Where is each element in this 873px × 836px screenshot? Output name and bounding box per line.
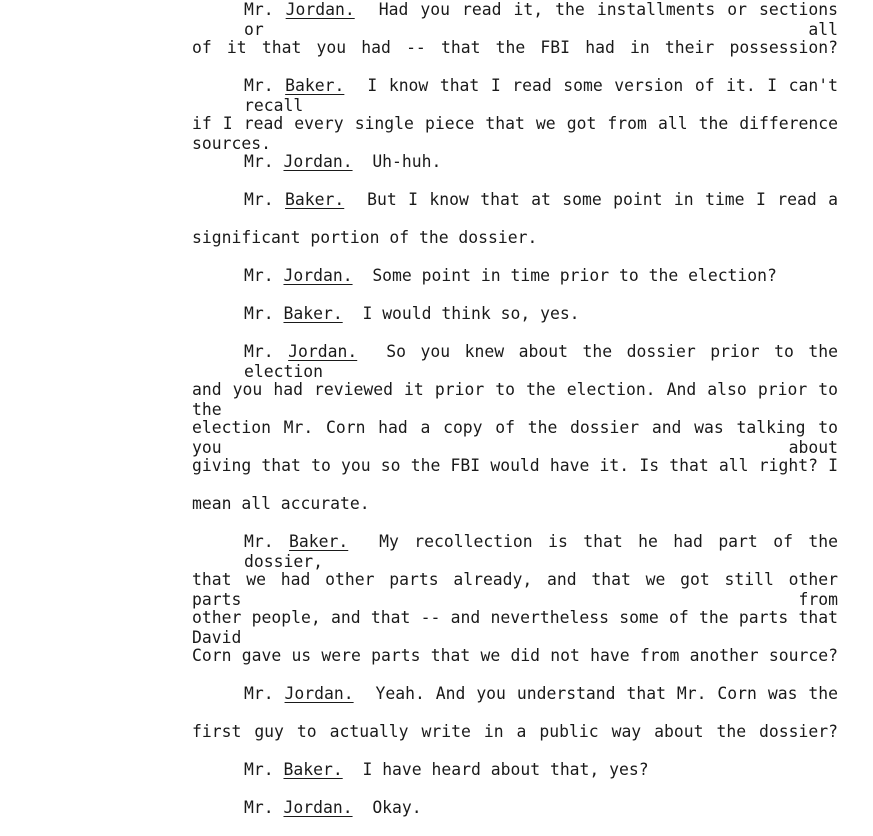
line-text: that we had other parts already, and that we got still other parts from — [192, 570, 838, 609]
speaker-title: Mr. — [244, 266, 274, 285]
speaker-title: Mr. — [244, 0, 274, 19]
line-text: election Mr. Corn had a copy of the dossier and was talking to you about — [192, 418, 838, 457]
transcript-line — [192, 760, 838, 798]
speaker-title: Mr. — [244, 760, 274, 779]
transcript-line — [192, 0, 838, 38]
speaker-title: Mr. — [244, 798, 274, 817]
speaker-name: Baker. — [283, 760, 343, 779]
speaker-title: Mr. — [244, 304, 274, 323]
transcript-line — [192, 152, 838, 190]
line-text: significant portion of the dossier. — [192, 228, 538, 247]
transcript-line — [192, 418, 838, 456]
transcript-line — [192, 456, 838, 494]
transcript-line — [192, 722, 838, 760]
transcript-line — [192, 646, 838, 684]
transcript-line — [192, 114, 838, 152]
line-text: Had you read it, the installments or sections or all — [244, 0, 838, 39]
line-text: if I read every single piece that we got from all the difference sources. — [192, 114, 838, 153]
line-text: Uh-huh. — [372, 152, 442, 171]
speaker-name: Jordan. — [283, 152, 353, 171]
line-text: of it that you had -- that the FBI had in their possession? — [192, 38, 838, 57]
transcript-line — [192, 494, 838, 532]
transcript-line — [192, 684, 838, 722]
speaker-name: Baker. — [285, 76, 345, 95]
speaker-title: Mr. — [244, 684, 274, 703]
transcript-line — [192, 798, 838, 836]
transcript-line — [192, 380, 838, 418]
transcript-line — [192, 304, 838, 342]
speaker-name: Jordan. — [288, 342, 358, 361]
line-text: Yeah. And you understand that Mr. Corn was the — [375, 684, 838, 703]
line-text: first guy to actually write in a public way about the dossier? — [192, 722, 838, 741]
transcript-line — [192, 266, 838, 304]
transcript-line — [192, 190, 838, 228]
speaker-name: Baker. — [289, 532, 349, 551]
line-text: other people, and that -- and nevertheless some of the parts that David — [192, 608, 838, 647]
line-text: I know that I read some version of it. I can't recall — [244, 76, 838, 115]
line-text: Okay. — [372, 798, 422, 817]
speaker-name: Jordan. — [285, 0, 355, 19]
speaker-title: Mr. — [244, 532, 274, 551]
line-text: and you had reviewed it prior to the election. And also prior to the — [192, 380, 838, 419]
speaker-name: Jordan. — [284, 684, 354, 703]
line-text: My recollection is that he had part of the dossier, — [244, 532, 838, 571]
speaker-name: Jordan. — [283, 798, 353, 817]
transcript-line — [192, 532, 838, 570]
transcript-line — [192, 38, 838, 76]
line-text: giving that to you so the FBI would have it. Is that all right? I — [192, 456, 838, 475]
line-text: But I know that at some point in time I read a — [367, 190, 838, 209]
line-text: Some point in time prior to the election? — [372, 266, 777, 285]
speaker-name: Baker. — [283, 304, 343, 323]
transcript-line — [192, 228, 838, 266]
speaker-name: Jordan. — [283, 266, 353, 285]
line-text: mean all accurate. — [192, 494, 370, 513]
transcript-line — [192, 570, 838, 608]
speaker-title: Mr. — [244, 76, 274, 95]
line-text: Corn gave us were parts that we did not have from another source? — [192, 646, 838, 665]
transcript-line — [192, 76, 838, 114]
speaker-title: Mr. — [244, 342, 274, 361]
line-text: I would think so, yes. — [362, 304, 580, 323]
speaker-name: Baker. — [285, 190, 345, 209]
line-text: I have heard about that, yes? — [362, 760, 649, 779]
speaker-title: Mr. — [244, 152, 274, 171]
line-text: So you knew about the dossier prior to the election — [244, 342, 838, 381]
transcript-line — [192, 342, 838, 380]
transcript-line — [192, 608, 838, 646]
speaker-title: Mr. — [244, 190, 274, 209]
transcript-page — [192, 0, 838, 828]
